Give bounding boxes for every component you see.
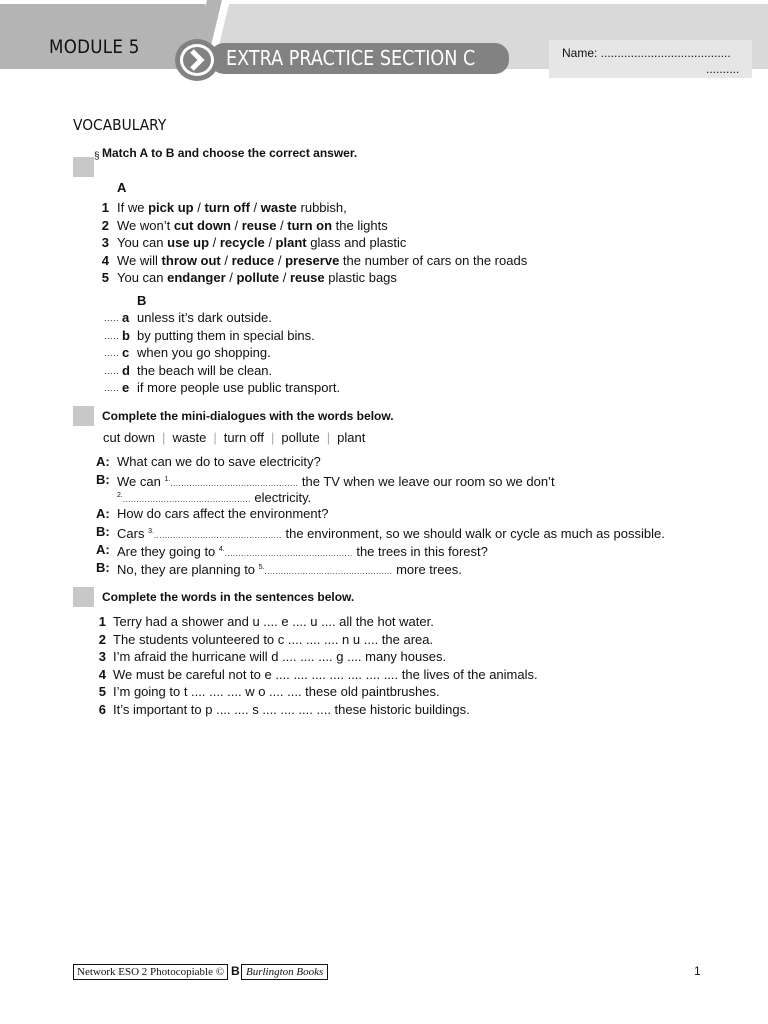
divider: | — [213, 430, 217, 445]
dialogue-text: What can we do to save electricity? — [117, 454, 321, 469]
item-letter: b — [122, 327, 130, 343]
answer-option[interactable]: endanger — [167, 270, 226, 285]
list-item[interactable]: I’m going to t .... .... .... w o .... .... these old paintbrushes. — [113, 684, 440, 700]
word-bank-item: pollute — [281, 430, 320, 445]
item-number: 6 — [98, 702, 106, 717]
word-bank-item: plant — [337, 430, 366, 445]
sentence-text: You can — [117, 270, 168, 285]
item-letter: c — [122, 345, 130, 360]
item-number: 4 — [101, 252, 109, 268]
dialogue-line — [117, 542, 488, 562]
answer-option[interactable]: preserve — [285, 252, 340, 268]
list-item — [117, 200, 347, 216]
dialogue-text: How do cars affect the environment? — [117, 506, 329, 521]
section-heading: VOCABULARY — [73, 116, 167, 134]
speaker-label: B: — [96, 560, 110, 575]
gap-number: 3. — [148, 528, 154, 535]
divider: | — [162, 430, 166, 445]
gap-number: 4. — [218, 546, 225, 553]
column-b-heading: B — [137, 293, 147, 308]
speaker-label: A: — [96, 454, 110, 469]
sentence-text: / — [274, 252, 286, 268]
exercise-2-instruction: Complete the mini-dialogues with the words below. — [102, 409, 394, 423]
publisher-logo: B — [231, 964, 240, 978]
sentence-text: You can — [117, 235, 168, 250]
dialogue-text: the TV when we leave our room so we don’t — [298, 474, 555, 489]
item-number: 1 — [98, 614, 106, 629]
sentence-text: If we — [117, 200, 149, 215]
word-bank-item: waste — [172, 430, 207, 445]
answer-option[interactable]: throw out — [161, 252, 221, 268]
module-title: MODULE 5 — [49, 36, 140, 58]
chevron-right-icon — [174, 38, 220, 82]
list-item[interactable]: We must be careful not to e .... .... .... .... .... .... .... the lives of the animals. — [113, 666, 538, 682]
exercise-3-instruction: Complete the words in the sentences below. — [102, 590, 355, 604]
sentence-text: the number of cars on the roads — [339, 252, 528, 268]
dialogue-line — [117, 454, 321, 470]
exercise-1-marker — [73, 157, 94, 177]
word-bank-item: turn off — [223, 430, 265, 445]
item-number: 4 — [98, 666, 106, 682]
speaker-label: A: — [96, 542, 110, 557]
item-number: 5 — [101, 270, 109, 285]
answer-option[interactable]: pollute — [236, 270, 280, 285]
sentence-text: We will — [117, 252, 162, 268]
sentence-text: / — [276, 217, 288, 233]
dialogue-text: Cars — [117, 526, 149, 541]
answer-option[interactable]: plant — [275, 235, 307, 250]
footer-publisher: Burlington Books — [241, 964, 328, 980]
answer-option[interactable]: cut down — [173, 217, 231, 233]
list-item[interactable]: I’m afraid the hurricane will d .... .... .... g .... many houses. — [113, 649, 447, 665]
answer-option[interactable]: turn off — [204, 200, 250, 215]
exercise-2-marker — [73, 406, 94, 426]
list-item: unless it’s dark outside. — [137, 310, 272, 325]
list-item[interactable]: Terry had a shower and u .... e .... u .... all the hot water. — [113, 614, 434, 629]
answer-blank[interactable]: ..... — [104, 348, 120, 358]
list-item — [117, 253, 527, 269]
list-item: if more people use public transport. — [137, 380, 341, 395]
sentence-text: We won’t — [117, 217, 174, 233]
column-a-heading: A — [117, 180, 127, 195]
sentence-text: / — [220, 252, 232, 268]
item-letter: d — [122, 362, 130, 378]
page-title: EXTRA PRACTICE SECTION C — [226, 46, 476, 70]
list-item[interactable]: The students volunteered to c .... .... .... n u .... the area. — [113, 631, 434, 647]
sentence-text: / — [193, 200, 205, 215]
speaker-label: B: — [96, 524, 110, 539]
name-field-label[interactable]: Name: ....................................... — [562, 46, 731, 60]
gap-number: 1. — [164, 476, 171, 483]
item-letter: a — [122, 310, 130, 325]
name-field-continuation[interactable]: .......... — [706, 62, 740, 76]
sentence-text: / — [279, 270, 290, 285]
item-number: 3 — [101, 235, 109, 250]
dialogue-line — [117, 524, 665, 544]
list-item — [117, 218, 388, 234]
answer-blank[interactable]: ..... — [104, 365, 120, 376]
dialogue-text: the environment, so we should walk or cycle as much as possible. — [281, 526, 665, 541]
answer-option[interactable]: reuse — [241, 217, 277, 233]
sentence-text: the lights — [332, 217, 388, 233]
word-bank-item: cut down — [103, 430, 156, 445]
list-item — [117, 235, 406, 251]
answer-option[interactable]: pick up — [148, 200, 194, 215]
gap-number: 2. — [117, 492, 123, 499]
answer-blank[interactable]: ............................................... — [153, 531, 282, 540]
answer-option[interactable]: recycle — [219, 235, 265, 250]
answer-blank[interactable]: ............................................... — [224, 549, 353, 558]
dialogue-text: electricity. — [250, 490, 312, 505]
answer-blank[interactable]: ..... — [104, 330, 120, 341]
answer-blank[interactable]: ............................................... — [122, 495, 251, 504]
answer-blank[interactable]: ............................................... — [264, 567, 393, 576]
item-number: 1 — [101, 200, 109, 215]
dialogue-line — [117, 506, 329, 522]
list-item[interactable]: It’s important to p .... .... s .... .... .... .... these historic buildings. — [113, 702, 470, 717]
answer-blank[interactable]: ............................................... — [170, 479, 299, 488]
item-number: 2 — [98, 631, 106, 647]
sentence-text: glass and plastic — [306, 235, 407, 250]
answer-blank[interactable]: ..... — [104, 313, 120, 323]
answer-option[interactable]: reuse — [289, 270, 325, 285]
divider: | — [326, 430, 331, 445]
speaker-label: B: — [96, 472, 110, 487]
list-item — [117, 270, 397, 286]
item-letter: e — [122, 380, 130, 395]
sentence-text: rubbish, — [296, 200, 347, 215]
word-bank — [103, 430, 365, 445]
dialogue-text: Are they going to — [117, 544, 219, 559]
divider: | — [271, 430, 275, 445]
item-number: 2 — [101, 217, 109, 233]
sentence-text: / — [209, 235, 220, 250]
answer-option[interactable]: turn on — [287, 217, 333, 233]
list-item: when you go shopping. — [137, 345, 271, 360]
list-item: the beach will be clean. — [137, 362, 273, 378]
exercise-1-instruction: Match A to B and choose the correct answer. — [102, 146, 358, 160]
dialogue-line — [117, 488, 311, 508]
sentence-text: / — [230, 217, 242, 233]
exercise-3-marker — [73, 587, 94, 607]
page-number: 1 — [694, 964, 701, 978]
answer-option[interactable]: use up — [167, 235, 210, 250]
dialogue-text: No, they are planning to — [117, 562, 259, 577]
section-mark: § — [94, 151, 100, 162]
speaker-label: A: — [96, 506, 110, 521]
answer-option[interactable]: reduce — [231, 252, 275, 268]
sentence-text: / — [225, 270, 237, 285]
dialogue-text: the trees in this forest? — [352, 544, 488, 559]
dialogue-text: We can — [117, 474, 165, 489]
list-item: by putting them in special bins. — [137, 327, 315, 343]
dialogue-line — [117, 560, 462, 580]
sentence-text: plastic bags — [324, 270, 397, 285]
item-number: 3 — [98, 649, 106, 665]
dialogue-text: more trees. — [392, 562, 462, 577]
answer-blank[interactable]: ..... — [104, 383, 120, 393]
sentence-text: / — [249, 200, 261, 215]
footer-copyright: Network ESO 2 Photocopiable © — [73, 964, 228, 980]
gap-number: 5. — [258, 564, 265, 571]
answer-option[interactable]: waste — [260, 200, 297, 215]
item-number: 5 — [98, 684, 106, 700]
sentence-text: / — [264, 235, 276, 250]
